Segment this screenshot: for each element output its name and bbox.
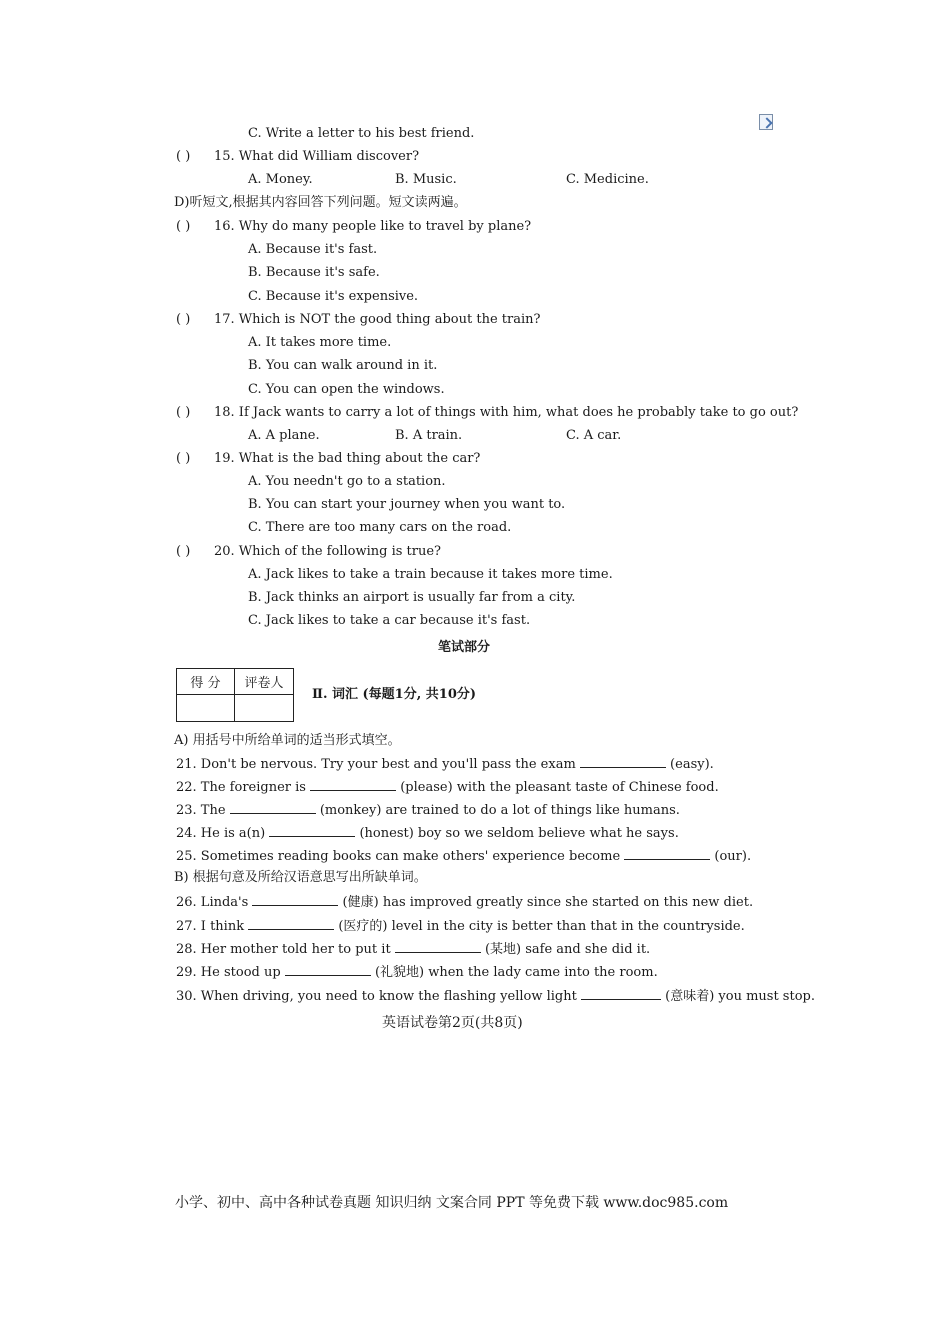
page-number-footer: 英语试卷第2页(共8页)	[382, 1015, 523, 1031]
fill-item-21: 21. Don't be nervous. Try your best and you'll pass the exam (easy).	[176, 757, 714, 772]
score-header: 得 分	[177, 669, 235, 695]
fill-item-27: 27. I think (医疗的) level in the city is better than that in the countryside.	[176, 919, 745, 934]
score-cell	[177, 695, 235, 721]
question-17: 17. Which is NOT the good thing about the train?	[214, 312, 541, 327]
answer-blank[interactable]	[310, 778, 396, 791]
answer-blank[interactable]	[248, 917, 334, 930]
q15-option-b: B. Music.	[395, 172, 457, 187]
q19-option-c: C. There are too many cars on the road.	[248, 520, 512, 535]
fill-item-29: 29. He stood up (礼貌地) when the lady came into the room.	[176, 965, 658, 980]
q16-option-b: B. Because it's safe.	[248, 265, 380, 280]
q20-option-b: B. Jack thinks an airport is usually far from a city.	[248, 590, 576, 605]
answer-blank[interactable]	[580, 755, 666, 768]
question-18: 18. If Jack wants to carry a lot of things with him, what does he probably take to go out?	[214, 405, 799, 420]
answer-paren-19: ( )	[176, 451, 191, 466]
grader-cell	[235, 695, 293, 721]
q20-option-c: C. Jack likes to take a car because it's fast.	[248, 613, 531, 628]
answer-paren-20: ( )	[176, 544, 191, 559]
answer-blank[interactable]	[230, 801, 316, 814]
grader-header: 评卷人	[235, 669, 293, 695]
q18-option-b: B. A train.	[395, 428, 463, 443]
question-19: 19. What is the bad thing about the car?	[214, 451, 481, 466]
broken-image-icon	[759, 114, 773, 130]
q18-option-a: A. A plane.	[248, 428, 320, 443]
q19-option-b: B. You can start your journey when you want to.	[248, 497, 566, 512]
fill-item-24: 24. He is a(n) (honest) boy so we seldom believe what he says.	[176, 826, 679, 841]
score-table	[176, 668, 294, 722]
q17-option-b: B. You can walk around in it.	[248, 358, 438, 373]
question-15: 15. What did William discover?	[214, 149, 420, 164]
fill-item-26: 26. Linda's (健康) has improved greatly since she started on this new diet.	[176, 895, 754, 910]
fill-item-22: 22. The foreigner is (please) with the pleasant taste of Chinese food.	[176, 780, 719, 795]
q17-option-c: C. You can open the windows.	[248, 382, 445, 397]
answer-paren-17: ( )	[176, 312, 191, 327]
fill-item-25: 25. Sometimes reading books can make others' experience become (our).	[176, 849, 752, 864]
section-a-title: A) 用括号中所给单词的适当形式填空。	[174, 733, 401, 748]
q17-option-a: A. It takes more time.	[248, 335, 392, 350]
fill-item-30: 30. When driving, you need to know the flashing yellow light (意味着) you must stop.	[176, 989, 815, 1004]
section-b-title: B) 根据句意及所给汉语意思写出所缺单词。	[174, 870, 427, 885]
answer-paren-18: ( )	[176, 405, 191, 420]
q15-option-c: C. Medicine.	[566, 172, 649, 187]
q19-option-a: A. You needn't go to a station.	[248, 474, 446, 489]
vocab-section-title: Ⅱ. 词汇 (每题1分, 共10分)	[312, 687, 477, 702]
answer-blank[interactable]	[395, 940, 481, 953]
q14-option-c: C. Write a letter to his best friend.	[248, 126, 475, 141]
answer-blank[interactable]	[269, 824, 355, 837]
answer-blank[interactable]	[252, 893, 338, 906]
question-20: 20. Which of the following is true?	[214, 544, 442, 559]
answer-paren-15: ( )	[176, 149, 191, 164]
answer-blank[interactable]	[285, 963, 371, 976]
q16-option-a: A. Because it's fast.	[248, 242, 378, 257]
q20-option-a: A. Jack likes to take a train because it takes more time.	[248, 567, 613, 582]
q18-option-c: C. A car.	[566, 428, 622, 443]
site-footer: 小学、初中、高中各种试卷真题 知识归纳 文案合同 PPT 等免费下载 www.doc985.com	[175, 1195, 729, 1211]
fill-item-28: 28. Her mother told her to put it (某地) safe and she did it.	[176, 942, 651, 957]
answer-blank[interactable]	[624, 847, 710, 860]
answer-paren-16: ( )	[176, 219, 191, 234]
section-d-title: D)听短文,根据其内容回答下列问题。短文读两遍。	[174, 195, 467, 210]
answer-blank[interactable]	[581, 987, 661, 1000]
q15-option-a: A. Money.	[248, 172, 313, 187]
written-part-title: 笔试部分	[438, 640, 491, 655]
q16-option-c: C. Because it's expensive.	[248, 289, 419, 304]
fill-item-23: 23. The (monkey) are trained to do a lot of things like humans.	[176, 803, 680, 818]
question-16: 16. Why do many people like to travel by plane?	[214, 219, 532, 234]
